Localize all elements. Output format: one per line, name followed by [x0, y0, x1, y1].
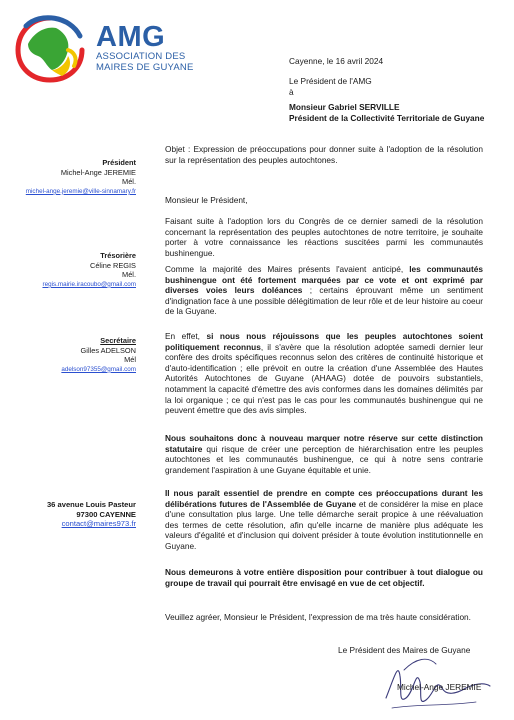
sender — [289, 76, 372, 98]
letter-paragraph-3 — [165, 331, 483, 416]
tresoriere-email-link[interactable]: regis.mairie.iracoubo@gmail.com — [42, 280, 136, 288]
p4-bold: Nous souhaitons donc à nouveau marquer notre réserve sur cette distinction statutaire — [165, 433, 483, 454]
sidebar-secretaire — [0, 336, 136, 374]
secretaire-email-link[interactable]: adelson97355@gmail.com — [61, 365, 136, 373]
contact-email-link[interactable]: contact@maires973.fr — [61, 519, 136, 529]
recipient — [289, 102, 484, 124]
p5-text-b: et de considérer la mise en place d'une consultation plus large. Une telle démarche serait propice à une réévaluation des termes de cette résolution, afin qu'elle incarne de manière plus adéquate les valeurs d'égalité et d'inclusion qui doivent présider à toute évolution institutionnelle en Guyane. — [165, 498, 484, 551]
letter-salutation: Monsieur le Président, — [165, 195, 248, 205]
letter-paragraph-1: Faisant suite à l'adoption lors du Congrès de ce dernier samedi de la résolution concernant la représentation des peuples autochtones de notre territoire, je souhaite porter à votre connaissance les réactions suscitées parmi les communautés bushinengue. — [165, 216, 483, 258]
letter-paragraph-7: Veuillez agréer, Monsieur le Président, l'expression de ma très haute considération. — [165, 612, 471, 622]
letter-paragraph-5 — [165, 488, 483, 552]
p2-bold: les communautés bushinengue ont été fortement marquées par ce vote et ont exprimé par diverses voies leurs doléances — [165, 264, 483, 296]
address-street: 36 avenue Louis Pasteur — [46, 500, 136, 509]
sidebar-address — [0, 500, 136, 529]
brand-sub-line1: ASSOCIATION DES — [96, 51, 186, 62]
place-date: Cayenne, le 16 avril 2024 — [289, 56, 384, 66]
letter-paragraph-2 — [165, 264, 483, 317]
tresoriere-role: Trésorière — [100, 251, 136, 260]
president-name: Michel-Ange JEREMIE — [60, 167, 136, 177]
recipient-name: Monsieur Gabriel SERVILLE — [289, 102, 400, 112]
amg-logo — [12, 14, 88, 84]
brand — [96, 22, 194, 73]
p3-text-a: En effet, — [165, 331, 207, 341]
letter-paragraph-4 — [165, 433, 483, 475]
recipient-title: Président de la Collectivité Territoriale de Guyane — [289, 113, 485, 123]
closing-title: Le Président des Maires de Guyane — [338, 645, 471, 655]
brand-name: AMG — [96, 21, 166, 53]
sender-line1: Le Président de l'AMG — [289, 76, 372, 86]
p2-text-a: Comme la majorité des Maires présents l'avaient anticipé, — [165, 264, 410, 274]
letter-paragraph-6 — [165, 567, 483, 588]
brand-sub-line2: MAIRES DE GUYANE — [96, 61, 194, 73]
p3-text-c: , il s'avère que la résolution adoptée samedi dernier leur confère des droits spécifiques reconnus selon des critères de continuité historique et d'auto-identification ; elle prévoit en outre la création d'une Assemblée des Hautes Autorités Autochtones de Guyane (AHAAG) dotée de pouvoirs substantiels, notamment la capacité d'émettre des avis conformes dans les domaines délimités par la loi organique ; ce qui n'est pas le cas pour les communautés bushinengue qui ne peuvent émettre que des avis simples. — [165, 341, 483, 416]
president-mel: Mél. — [122, 177, 136, 187]
p3-bold: si nous nous réjouissons que les peuples autochtones soient politiquement reconnus — [165, 331, 483, 352]
letter-objet: Objet : Expression de préoccupations pour donner suite à l'adoption de la résolution sur la représentation des peuples autochtones. — [165, 144, 483, 165]
sender-line2: à — [289, 87, 294, 97]
p2-text-c: ; certains éprouvant même un sentiment d'indignation face à une possible délégitimation de leur rôle et de leur histoire au coeur de la Guyane. — [165, 285, 484, 317]
tresoriere-name: Céline REGIS — [89, 260, 136, 270]
p5-bold: Il nous paraît essentiel de prendre en compte ces préoccupations durant les délibérations futures de l'Assemblée de Guyane — [165, 488, 483, 509]
handwritten-signature — [376, 648, 496, 714]
closing-name: Michel-Ange JEREMIE — [397, 682, 482, 692]
p6-bold: Nous demeurons à votre entière disposition pour contribuer à tout dialogue ou groupe de travail qui pourrait être envisagé en vue de cet objectif. — [165, 567, 483, 588]
p4-text-b: qui risque de créer une perception de hiérarchisation entre les peuples autochtones et les communautés bushinengue, ce qui à notre sens contrarie grandement l'aspiration à une Guyane équitable et unie. — [165, 443, 483, 475]
tresoriere-mel: Mél. — [122, 270, 136, 280]
address-city: 97300 CAYENNE — [76, 509, 136, 519]
secretaire-name: Gilles ADELSON — [80, 345, 136, 355]
president-role: Président — [102, 158, 136, 167]
president-email-link[interactable]: michel-ange.jeremie@ville-sinnamary.fr — [25, 187, 136, 195]
sidebar-president — [0, 158, 136, 196]
secretaire-mel: Mél — [124, 355, 136, 365]
sidebar-tresoriere — [0, 251, 136, 289]
secretaire-role: Secrétaire — [100, 336, 136, 345]
